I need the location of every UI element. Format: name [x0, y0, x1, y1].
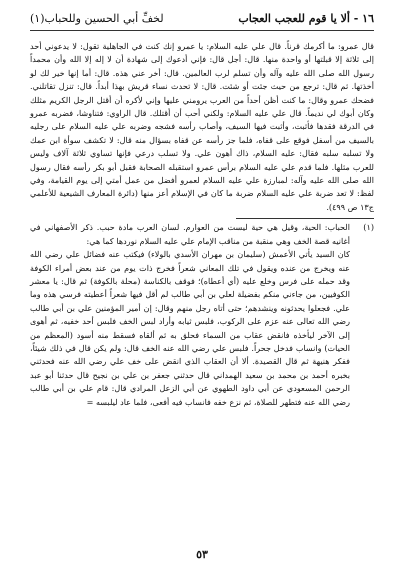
page-header — [30, 6, 374, 31]
page-body — [30, 40, 374, 539]
header-title: ١٦ - ألا يا قوم للعجب العجاب — [238, 11, 374, 25]
footnote-text: الحباب: الحية، وقيل هي حية ليست من العوارم. لسان العرب مادة حبب. ذكر الأصفهاني في أغانيه قصة الخف وهي منقبة من مناقب الإمام علي عليه السلام نوردها كما هي: — [30, 222, 350, 246]
main-paragraph-text: قال عمرو: ما أكرمك قرناً. قال علي عليه السلام: يا عمرو إنك كنت في الجاهلية تقول: لا يدعوني أحد إلى ثلاثة إلا قبلتها أو واحدة منها. قال: أجل قال: فإني أدعوك إلى شهادة أن لا إله إلا الله وأن محمداً رسول الله صلى الله عليه وآله وأن تسلم لرب العالمين. قال: أخر عني هذه. قال: أما إنها خير لك لو أخذتها. ثم قال: ترجع من حيث جئت أو شئت. قال: لا تحدث نساء قريش بهذا أبداً. قال: تنزل تقاتلني. فضحك عمرو وقال: ما كنت أظن أحداً من العرب يرومني عليها وإني لأكره أن أقتل الرجل الكريم مثلك وكان أبوك لي نديماً. قال علي عليه السلام: ولكني أحب أن أقتلك. قال الراوي: فتناوشا، فضربه عمرو في الدرقة فقدها فأثبت، وأثبت فيها السيف، وأصاب رأسه فشجه وضربه علي عليه السلام على رجليه بالسيف من أسفل فوقع على قفاه، فلما جز رأسه عن قفاه بسؤال منه قال: لا تكشف سوأة ابن عمك ولا تسلبه سلبه فقال: عليه السلام، ذاك أهون علي. ولا تسلب درعي فإنها تساوي ثلاثة آلاف وليس للعرب مثلها. فلما قدم علي عليه السلام برأس عمرو استقبله الصحابة فقبل أبو بكر رأسه فقال رسول الله صلى الله عليه وآله: لمبارزة علي عليه السلام لعمرو أفضل من عمل أمتي إلى يوم القيامة، وفي لفظ: لا تعد ضربة علي عليه السلام ضربة ما كان في الإسلام أعز منها (دائرة المعارف الشيعية للأعلمي ج١٣ ص ٤٩٩). — [30, 41, 374, 212]
header-subtitle: لخفِّ أبي الحسين وللحباب(١) — [30, 11, 164, 25]
footnote-2 — [30, 248, 374, 409]
footnote-number — [356, 248, 374, 409]
footnotes — [30, 221, 374, 409]
footnote-divider — [236, 218, 374, 219]
main-paragraph — [30, 40, 374, 214]
footnote-number: (١) — [363, 222, 374, 233]
page-number: ٥٣ — [196, 548, 208, 561]
footnote-1 — [30, 221, 374, 248]
footnote-text: كان السيد يأتي الأعمش (سليمان بن مهران الأسدي بالولاء) فيكتب عنه فضائل علي رضي الله عنه ويخرج من عنده ويقول في تلك المعاني شعراً فخرج ذات يوم من عند بعض أمراء الكوفة وقد حمله على فرس وخلع عليه (أي أعطاه)؛ فوقف بالكناسة (محلة بالكوفة) ثم قال: يا معشر الكوفيين، من جاءني منكم بفضيلة لعلي بن أبي طالب لم أقل فيها شعراً أعطيته فرسي هذه وما علي. فجعلوا يحدثونه وينشدهم؛ حتى أتاه رجل منهم وقال: إن أمير المؤمنين علي بن أبي طالب رضي الله تعالى عنه عزم على الركوب، فلبس ثيابه وأراد لبس الخف فلبس أحد خفيه، ثم أهوى إلى الآخر ليأخذه فانقض عقاب من السماء فحلق به ثم ألقاه فسقط منه أسود (المعظم من الحيات) وانساب فدخل جحراً. فلبس علي رضي الله عنه الخف قال: ولم يكن قال في ذلك شيئاً، ففكر هنيهة ثم قال القصيدة. ألا أن العقاب الذي انقض على خف علي رضي الله عنه فحدثني بخبره أحمد بن محمد بن سعيد الهمداني قال حدثني جعفر بن علي بن نجيح قال حدثنا أبو عبد الرحمن المسعودي عن أبي داود الطهوي عن أبي الزعل المرادي قال: قام علي بن أبي طالب رضي الله عنه فتطهر للصلاة، ثم نزع خفه فانساب فيه أفعى، فلما عاد ليلبسه = — [30, 249, 350, 407]
